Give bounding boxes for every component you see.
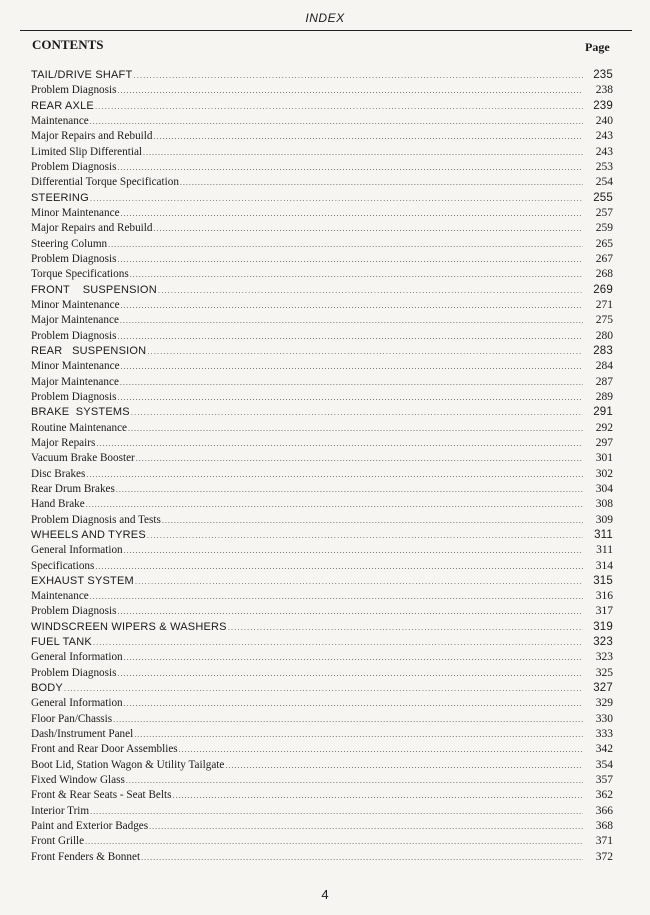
toc-entry-row <box>31 313 613 328</box>
toc-page-number: 253 <box>595 160 613 173</box>
dot-leader <box>95 559 583 574</box>
dot-leader <box>108 237 583 252</box>
toc-entry-row <box>31 329 613 344</box>
toc-page-number: 284 <box>595 360 613 373</box>
toc-entry-row <box>31 543 613 558</box>
toc-page-number: 354 <box>595 758 613 771</box>
dot-leader <box>86 497 583 512</box>
toc-entry-title: BRAKE SYSTEMS <box>31 406 130 419</box>
dot-leader <box>90 804 583 819</box>
toc-entry-title: WINDSCREEN WIPERS & WASHERS <box>31 620 227 633</box>
dot-leader <box>180 175 583 190</box>
toc-entry-row <box>31 375 613 390</box>
toc-entry-title: Dash/Instrument Panel <box>31 728 134 741</box>
toc-page-number: 275 <box>595 314 613 327</box>
toc-entry-title: Minor Maintenance <box>31 298 120 311</box>
toc-entry-title: Steering Column <box>31 237 108 250</box>
dot-leader <box>147 344 583 359</box>
toc-entry-row <box>31 237 613 252</box>
toc-entry-title: Maintenance <box>31 114 89 127</box>
dot-leader <box>153 221 583 236</box>
toc-page-number: 329 <box>595 697 613 710</box>
dot-leader <box>120 375 583 390</box>
toc-entry-title: Problem Diagnosis <box>31 160 117 173</box>
toc-page-number: 333 <box>595 728 613 741</box>
dot-leader <box>93 635 583 650</box>
dot-leader <box>117 252 583 267</box>
toc-entry-row <box>31 696 613 711</box>
dot-leader <box>121 359 583 374</box>
dot-leader <box>90 589 583 604</box>
contents-heading: CONTENTS <box>32 37 104 52</box>
toc-entry-row <box>31 758 613 773</box>
dot-leader <box>153 129 583 144</box>
toc-section-row <box>31 344 613 359</box>
toc-entry-row <box>31 129 613 144</box>
toc-entry-title: FRONT SUSPENSION <box>31 283 157 296</box>
dot-leader <box>225 758 583 773</box>
toc-page-number: 287 <box>595 375 613 388</box>
dot-leader <box>179 742 583 757</box>
dot-leader <box>96 436 583 451</box>
toc-page-number: 259 <box>595 222 613 235</box>
toc-entry-title: EXHAUST SYSTEM <box>31 574 134 587</box>
dot-leader <box>172 788 583 803</box>
toc-page-number: 292 <box>595 421 613 434</box>
dot-leader <box>126 773 583 788</box>
toc-section-row <box>31 681 613 696</box>
toc-entry-title: Major Repairs <box>31 436 96 449</box>
toc-entry-row <box>31 451 613 466</box>
dot-leader <box>120 313 583 328</box>
dot-leader <box>95 99 583 114</box>
toc-entry-row <box>31 114 613 129</box>
dot-leader <box>162 513 583 528</box>
toc-page-number: 280 <box>595 329 613 342</box>
dot-leader <box>117 83 583 98</box>
toc-entry-title: FUEL TANK <box>31 636 92 649</box>
toc-section-row <box>31 283 613 298</box>
toc-page-number: 268 <box>595 268 613 281</box>
toc-entry-row <box>31 359 613 374</box>
table-of-contents <box>31 68 613 865</box>
toc-page-number: 239 <box>593 99 613 112</box>
dot-leader <box>85 834 583 849</box>
dot-leader <box>117 604 583 619</box>
toc-page-number: 325 <box>595 666 613 679</box>
toc-entry-title: STEERING <box>31 191 89 204</box>
toc-entry-row <box>31 650 613 665</box>
toc-entry-row <box>31 788 613 803</box>
dot-leader <box>124 543 583 558</box>
toc-page-number: 371 <box>595 835 613 848</box>
running-header: INDEX <box>305 11 345 25</box>
dot-leader <box>121 298 583 313</box>
toc-entry-title: Major Maintenance <box>31 375 119 388</box>
toc-page-number: 323 <box>595 651 613 664</box>
toc-section-row <box>31 191 613 206</box>
toc-entry-title: Paint and Exterior Badges <box>31 820 149 833</box>
toc-entry-title: Front & Rear Seats - Seat Belts <box>31 789 172 802</box>
toc-entry-title: REAR SUSPENSION <box>31 344 147 357</box>
toc-page-number: 362 <box>595 789 613 802</box>
toc-entry-title: Differential Torque Specification <box>31 176 179 189</box>
toc-section-row <box>31 635 613 650</box>
toc-page-number: 311 <box>596 544 613 557</box>
dot-leader <box>158 283 583 298</box>
toc-entry-row <box>31 819 613 834</box>
toc-entry-title: Major Maintenance <box>31 314 119 327</box>
toc-entry-title: General Information <box>31 544 123 557</box>
dot-leader <box>121 206 583 221</box>
toc-page-number: 291 <box>593 406 613 419</box>
dot-leader <box>117 666 583 681</box>
toc-page-number: 289 <box>595 390 613 403</box>
toc-entry-title: REAR AXLE <box>31 99 94 112</box>
toc-entry-row <box>31 83 613 98</box>
page-number: 4 <box>321 887 329 902</box>
toc-entry-title: Front Fenders & Bonnet <box>31 850 141 863</box>
toc-entry-title: Torque Specifications <box>31 268 129 281</box>
toc-section-row <box>31 68 613 83</box>
toc-entry-row <box>31 482 613 497</box>
toc-page-number: 366 <box>595 804 613 817</box>
toc-entry-title: General Information <box>31 651 123 664</box>
toc-page-number: 309 <box>595 513 613 526</box>
dot-leader <box>136 451 583 466</box>
toc-page-number: 267 <box>595 252 613 265</box>
toc-entry-title: Minor Maintenance <box>31 360 120 373</box>
toc-entry-title: WHEELS AND TYRES <box>31 528 146 541</box>
dot-leader <box>124 650 583 665</box>
toc-entry-row <box>31 834 613 849</box>
toc-page-number: 311 <box>594 528 613 541</box>
toc-entry-title: Hand Brake <box>31 498 85 511</box>
toc-entry-row <box>31 742 613 757</box>
toc-entry-row <box>31 175 613 190</box>
toc-page-number: 372 <box>595 850 613 863</box>
toc-entry-row <box>31 850 613 865</box>
dot-leader <box>117 329 583 344</box>
toc-entry-title: Interior Trim <box>31 804 90 817</box>
dot-leader <box>141 850 583 865</box>
toc-entry-row <box>31 773 613 788</box>
toc-section-row <box>31 99 613 114</box>
toc-page-number: 265 <box>595 237 613 250</box>
toc-entry-row <box>31 267 613 282</box>
toc-page-number: 319 <box>593 620 613 633</box>
toc-page-number: 301 <box>595 452 613 465</box>
toc-entry-row <box>31 252 613 267</box>
toc-entry-row <box>31 727 613 742</box>
toc-page-number: 255 <box>593 191 613 204</box>
page-column-heading: Page <box>585 40 610 54</box>
toc-entry-row <box>31 559 613 574</box>
toc-page-number: 314 <box>595 559 613 572</box>
dot-leader <box>128 421 583 436</box>
toc-page-number: 368 <box>595 820 613 833</box>
toc-entry-row <box>31 604 613 619</box>
toc-entry-title: Problem Diagnosis <box>31 390 117 403</box>
dot-leader <box>130 267 583 282</box>
toc-entry-title: Disc Brakes <box>31 467 86 480</box>
toc-entry-row <box>31 497 613 512</box>
dot-leader <box>147 528 583 543</box>
toc-entry-title: General Information <box>31 697 123 710</box>
dot-leader <box>143 145 583 160</box>
dot-leader <box>124 696 583 711</box>
toc-page-number: 308 <box>595 498 613 511</box>
toc-entry-row <box>31 666 613 681</box>
toc-entry-row <box>31 145 613 160</box>
dot-leader <box>64 681 583 696</box>
dot-leader <box>113 712 583 727</box>
toc-entry-title: Problem Diagnosis <box>31 84 117 97</box>
toc-page-number: 330 <box>595 712 613 725</box>
toc-entry-title: Problem Diagnosis <box>31 605 117 618</box>
toc-entry-row <box>31 298 613 313</box>
toc-entry-title: Front Grille <box>31 835 85 848</box>
toc-entry-title: Problem Diagnosis <box>31 666 117 679</box>
toc-entry-title: Major Repairs and Rebuild <box>31 130 153 143</box>
toc-entry-row <box>31 712 613 727</box>
toc-page-number: 283 <box>593 344 613 357</box>
toc-entry-title: Minor Maintenance <box>31 206 120 219</box>
toc-section-row <box>31 528 613 543</box>
toc-page-number: 271 <box>595 298 613 311</box>
toc-page-number: 243 <box>595 145 613 158</box>
toc-entry-title: Specifications <box>31 559 95 572</box>
dot-leader <box>116 482 583 497</box>
toc-page-number: 302 <box>595 467 613 480</box>
toc-page-number: 304 <box>595 482 613 495</box>
toc-page-number: 257 <box>595 206 613 219</box>
toc-entry-title: Routine Maintenance <box>31 421 127 434</box>
toc-page-number: 317 <box>595 605 613 618</box>
dot-leader <box>133 68 583 83</box>
toc-entry-title: Rear Drum Brakes <box>31 482 115 495</box>
toc-page-number: 243 <box>595 130 613 143</box>
dot-leader <box>86 467 583 482</box>
toc-page-number: 316 <box>595 590 613 603</box>
toc-entry-row <box>31 436 613 451</box>
toc-entry-title: Problem Diagnosis and Tests <box>31 513 161 526</box>
toc-page-number: 323 <box>593 636 613 649</box>
toc-page-number: 269 <box>593 283 613 296</box>
header-rule <box>20 30 632 31</box>
toc-page-number: 235 <box>593 69 613 81</box>
toc-entry-title: Maintenance <box>31 590 89 603</box>
toc-entry-title: Front and Rear Door Assemblies <box>31 743 178 756</box>
dot-leader <box>131 405 583 420</box>
toc-page-number: 240 <box>595 114 613 127</box>
toc-page-number: 327 <box>593 682 613 695</box>
dot-leader <box>90 114 583 129</box>
toc-entry-title: Vacuum Brake Booster <box>31 452 135 465</box>
toc-page-number: 357 <box>595 774 613 787</box>
toc-entry-row <box>31 421 613 436</box>
toc-entry-title: Problem Diagnosis <box>31 329 117 342</box>
toc-entry-title: BODY <box>31 682 63 695</box>
toc-page-number: 297 <box>595 436 613 449</box>
toc-entry-row <box>31 221 613 236</box>
toc-entry-row <box>31 160 613 175</box>
toc-entry-row <box>31 467 613 482</box>
toc-entry-title: Major Repairs and Rebuild <box>31 222 153 235</box>
dot-leader <box>149 819 583 834</box>
toc-page-number: 342 <box>595 743 613 756</box>
dot-leader <box>117 390 583 405</box>
dot-leader <box>228 620 583 635</box>
dot-leader <box>135 574 583 589</box>
toc-entry-title: Floor Pan/Chassis <box>31 712 113 725</box>
toc-page-number: 238 <box>595 84 613 97</box>
toc-entry-row <box>31 206 613 221</box>
dot-leader <box>134 727 583 742</box>
toc-entry-row <box>31 589 613 604</box>
toc-section-row <box>31 620 613 635</box>
toc-entry-row <box>31 513 613 528</box>
toc-entry-title: Fixed Window Glass <box>31 774 125 787</box>
dot-leader <box>117 160 583 175</box>
toc-entry-row <box>31 804 613 819</box>
toc-section-row <box>31 405 613 420</box>
toc-section-row <box>31 574 613 589</box>
toc-entry-row <box>31 390 613 405</box>
toc-page-number: 315 <box>593 574 613 587</box>
toc-page-number: 254 <box>595 176 613 189</box>
toc-entry-title: Boot Lid, Station Wagon & Utility Tailgate <box>31 758 225 771</box>
toc-entry-title: Limited Slip Differential <box>31 145 143 158</box>
toc-entry-title: Problem Diagnosis <box>31 252 117 265</box>
toc-entry-title: TAIL/DRIVE SHAFT <box>31 69 133 81</box>
dot-leader <box>90 191 583 206</box>
